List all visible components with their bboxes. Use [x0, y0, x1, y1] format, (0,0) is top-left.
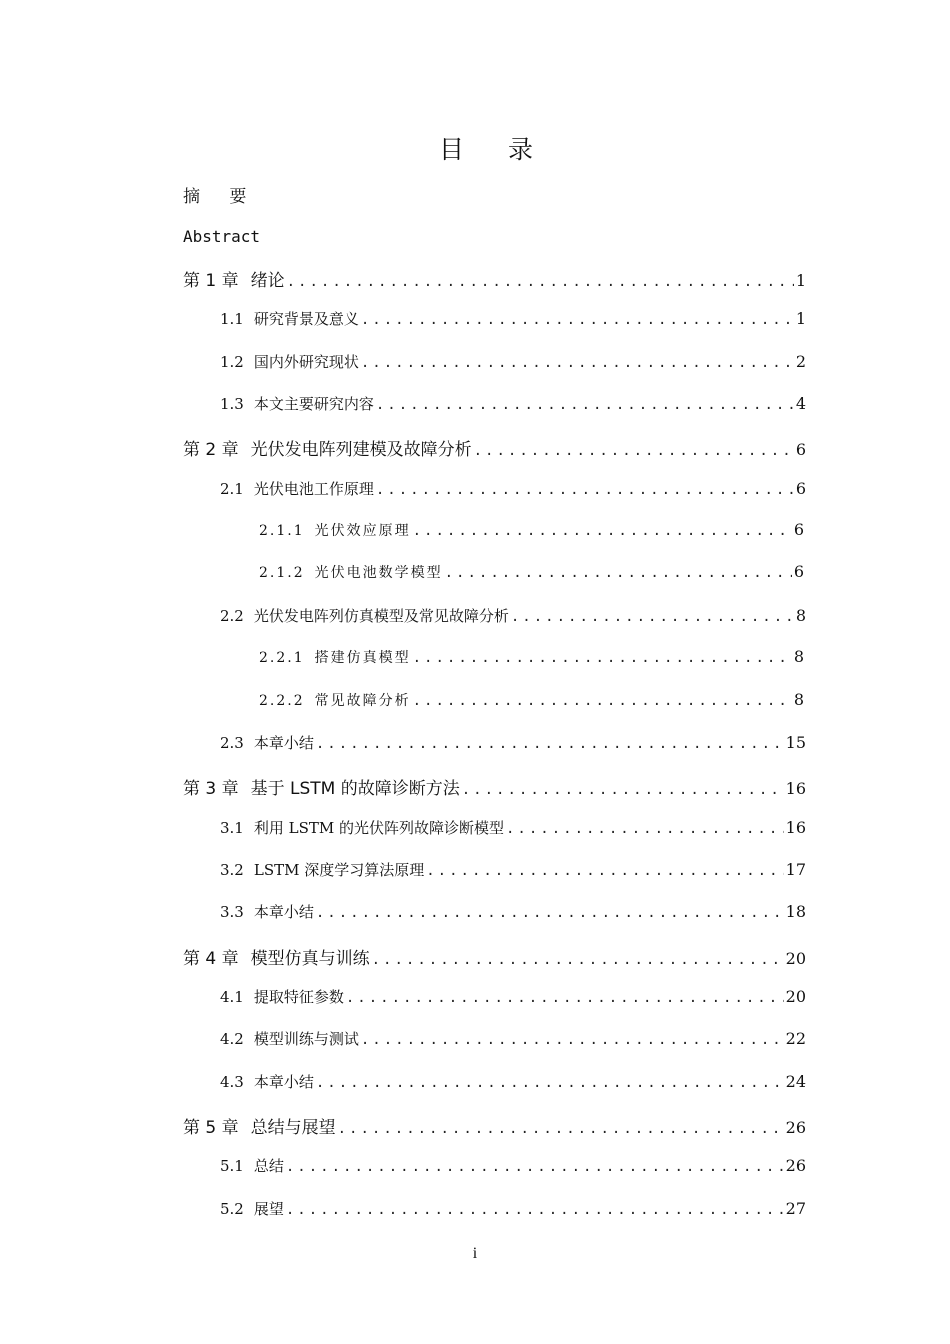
toc-entry-page: 26: [785, 1118, 806, 1137]
toc-entry-number: 4.3: [220, 1072, 244, 1091]
toc-entry-label: 总结: [253, 1157, 284, 1176]
toc-entry-label: 展望: [253, 1199, 284, 1218]
toc-entry-label: 模型仿真与训练: [250, 948, 370, 969]
toc-entry-page: 24: [785, 1071, 806, 1091]
toc-entry-page: 6: [793, 520, 806, 540]
toc-entry[interactable]: [259, 520, 806, 544]
toc-dot-leader: [286, 1202, 784, 1218]
toc-entry-label: 本章小结: [253, 903, 314, 922]
toc-entry[interactable]: [220, 478, 806, 502]
toc-entry[interactable]: [183, 266, 806, 290]
toc-entry-page: 26: [785, 1156, 806, 1176]
toc-entry-page: 22: [785, 1029, 806, 1049]
toc-dot-leader: [361, 355, 794, 371]
toc-entry[interactable]: [220, 1028, 806, 1052]
toc-entry-label: 光伏发电阵列建模及故障分析: [250, 440, 472, 461]
toc-dot-leader: [511, 609, 794, 625]
toc-entry-page: 27: [785, 1198, 806, 1218]
toc-entry-label: 光伏电池数学模型: [314, 565, 443, 582]
toc-entry-number: 3.1: [220, 818, 244, 837]
toc-dot-leader: [376, 397, 794, 413]
toc-dot-leader: [413, 650, 792, 666]
toc-dot-leader: [286, 1159, 784, 1175]
toc-entry-number: 第 3 章: [183, 779, 239, 800]
toc-entry-page: 8: [795, 605, 806, 625]
toc-entry[interactable]: [220, 605, 806, 629]
toc-entry-label: 基于 LSTM 的故障诊断方法: [250, 779, 460, 800]
toc-entry-label: LSTM 深度学习算法原理: [253, 860, 425, 879]
toc-entry-number: 2.2: [220, 606, 244, 625]
toc-entry[interactable]: [183, 435, 806, 459]
toc-entry-number: 第 4 章: [183, 948, 239, 969]
toc-entry-number: 3.2: [220, 860, 244, 879]
toc-entry-label: 光伏电池工作原理: [253, 479, 374, 498]
toc-entry-label: 光伏发电阵列仿真模型及常见故障分析: [253, 606, 509, 625]
toc-entry[interactable]: [220, 308, 806, 332]
toc-entry[interactable]: [220, 351, 806, 375]
toc-dot-leader: [346, 990, 784, 1006]
toc-entry-label: 本章小结: [253, 733, 314, 752]
toc-dot-leader: [462, 782, 784, 798]
toc-entry-number: 4.1: [220, 987, 244, 1006]
toc-entry-number: 1.3: [220, 395, 244, 414]
toc-entry-number: 第 2 章: [183, 440, 239, 461]
toc-entry-page: 1: [795, 271, 806, 290]
toc-dot-leader: [413, 523, 792, 539]
toc-dot-leader: [445, 565, 792, 581]
toc-entry-page: 18: [785, 902, 806, 922]
toc-dot-leader: [316, 1075, 784, 1091]
toc-entry-label: 绪论: [250, 271, 285, 291]
toc-entry[interactable]: [259, 562, 806, 586]
toc-entry-page: 8: [793, 689, 806, 709]
toc-dot-leader: [316, 736, 784, 752]
toc-entry-page: 15: [785, 732, 806, 752]
toc-entry-number: 1.1: [220, 310, 244, 329]
toc-entry-label: 常见故障分析: [314, 692, 411, 709]
toc-entry[interactable]: [220, 901, 806, 925]
toc-entry[interactable]: [183, 944, 806, 968]
toc-entry-label: 总结与展望: [250, 1118, 336, 1138]
toc-entry-page: 17: [785, 859, 806, 879]
toc-entry-number: 2.1.2: [259, 565, 305, 582]
toc-dot-leader: [361, 1032, 784, 1048]
toc-dot-leader: [376, 482, 794, 498]
toc-entry-page: 4: [795, 394, 806, 414]
toc-entry-number: 5.2: [220, 1199, 244, 1218]
toc-dot-leader: [372, 952, 784, 968]
toc-entry-label: 本章小结: [253, 1072, 314, 1091]
toc-entry-page: 8: [793, 647, 806, 667]
toc-entry-label: 光伏效应原理: [314, 523, 411, 540]
toc-abstract-cn[interactable]: 摘 要: [183, 187, 259, 207]
toc-entry-page: 16: [785, 779, 806, 799]
toc-dot-leader: [413, 693, 792, 709]
toc-entry-label: 国内外研究现状: [253, 352, 359, 371]
toc-entry-label: 模型训练与测试: [253, 1030, 359, 1049]
toc-entry-label: 研究背景及意义: [253, 310, 359, 329]
toc-entry-page: 1: [795, 309, 806, 329]
toc-entry[interactable]: [259, 690, 806, 714]
toc-entry-number: 2.2.2: [259, 692, 305, 709]
toc-entry-page: 20: [785, 986, 806, 1006]
toc-dot-leader: [338, 1121, 784, 1137]
toc-entry-page: 6: [793, 562, 806, 582]
toc-entry[interactable]: [220, 1071, 806, 1095]
toc-entry-page: 6: [795, 478, 806, 498]
toc-entry[interactable]: [183, 1113, 806, 1137]
toc-dot-leader: [287, 274, 794, 290]
toc-entry[interactable]: [220, 986, 806, 1010]
toc-entry-label: 利用 LSTM 的光伏阵列故障诊断模型: [253, 818, 504, 837]
toc-entry-number: 2.1: [220, 479, 244, 498]
toc-dot-leader: [426, 863, 783, 879]
toc-entry-number: 5.1: [220, 1157, 244, 1176]
toc-entry[interactable]: [220, 817, 806, 841]
toc-entry[interactable]: [220, 1155, 806, 1179]
toc-entry[interactable]: [220, 1198, 806, 1222]
toc-entry-number: 第 1 章: [183, 271, 239, 291]
page-title: 目 录: [439, 135, 551, 164]
toc-dot-leader: [361, 312, 794, 328]
toc-entry-number: 2.2.1: [259, 650, 305, 667]
page-number: i: [472, 1245, 478, 1262]
toc-entry-label: 本文主要研究内容: [253, 395, 374, 414]
toc-dot-leader: [506, 821, 784, 837]
toc-entry-number: 4.2: [220, 1030, 244, 1049]
toc-entry-label: 提取特征参数: [253, 987, 344, 1006]
toc-entry-number: 2.1.1: [259, 523, 305, 540]
toc-entry-page: 20: [785, 948, 806, 968]
toc-entry[interactable]: [183, 774, 806, 798]
toc-entry-page: 2: [795, 351, 806, 371]
toc-entry[interactable]: [259, 647, 806, 671]
toc-entry[interactable]: [220, 859, 806, 883]
toc-entry[interactable]: [220, 393, 806, 417]
toc-entry-label: 搭建仿真模型: [314, 650, 411, 667]
toc-entry-number: 1.2: [220, 352, 244, 371]
toc-dot-leader: [316, 905, 784, 921]
toc-entry-number: 第 5 章: [183, 1118, 239, 1138]
toc-entry-page: 16: [785, 817, 806, 837]
toc-abstract-en[interactable]: Abstract: [183, 227, 261, 246]
toc-dot-leader: [474, 443, 794, 459]
toc-entry[interactable]: [220, 732, 806, 756]
toc-entry-number: 3.3: [220, 903, 244, 922]
toc-entry-page: 6: [795, 440, 806, 460]
toc-entry-number: 2.3: [220, 733, 244, 752]
